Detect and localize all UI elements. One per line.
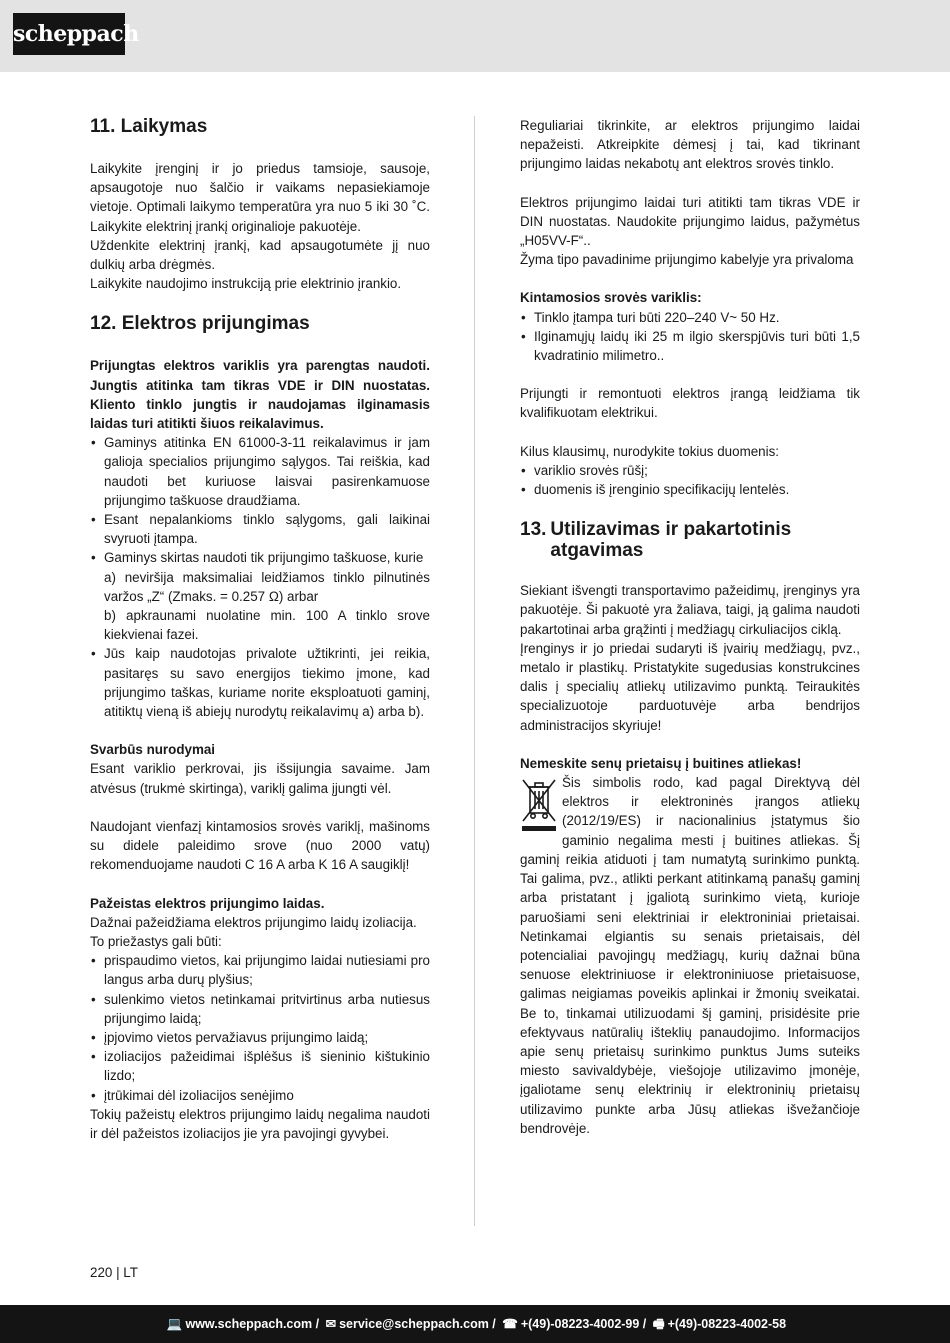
list-item: • Ilginamųjų laidų iki 25 m ilgio skerspjūvis turi būti 1,5 kvadratinio milimetro.. [520, 327, 860, 365]
single-phase-paragraph: Naudojant vienfazį kintamosios srovės variklį, mašinoms su didele paleidimo srove (nuo 2000 vatų) rekomenduojame naudoti C 16 A arba K 16 A saugiklį! [90, 818, 430, 873]
phone-icon: ☎ [502, 1317, 518, 1331]
section-title-line: Utilizavimas ir pakartotinis [550, 519, 792, 541]
marking-paragraph: Žyma tipo pavadinime prijungimo kabelyje yra privaloma [520, 252, 854, 268]
list-item: • Esant nepalankioms tinklo sąlygoms, gali laikinai svyruoti įtampa. [90, 510, 430, 548]
list-item: • Jūs kaip naudotojas privalote užtikrinti, jei reikia, pasitaręs su savo energijos tiekimo įmone, kad prijungimo taškas, kuriame norite eksploatuoti gaminį, atitiktų vieną iš abiejų nurodytų reikalavimų a) arba b). [90, 644, 430, 721]
requirements-list [90, 433, 430, 721]
section-13-heading [520, 519, 860, 561]
list-item: • izoliacijos pažeidimai išplėšus iš sieninio kištukinio lizdo; [90, 1047, 430, 1085]
check-paragraph: Reguliariai tikrinkite, ar elektros prijungimo laidai nepažeisti. Atkreipkite dėmesį į tai, kad tikrinant prijungimo laidas nekabotų ant elektros srovės tinklo. [520, 118, 860, 172]
cover-paragraph: Uždenkite elektrinį įrankį, kad apsaugotumėte jį nuo dulkių arba drėgmės. [90, 237, 430, 273]
page-number-label [90, 1265, 138, 1280]
brand-logo: scheppach [13, 13, 125, 55]
section-title: Laikymas [120, 116, 208, 137]
page-header [0, 0, 950, 72]
page-separator: | [116, 1265, 120, 1280]
damaged-cable-title: Pažeistas elektros prijungimo laidas. [90, 895, 325, 911]
damaged-cable-text: Dažnai pažeidžiama elektros prijungimo laidų izoliacija. [90, 914, 417, 930]
mail-icon: ✉ [325, 1317, 337, 1331]
fax-icon: 🖷 [652, 1317, 665, 1331]
list-item: • Gaminys atitinka EN 61000-3-11 reikalavimus ir jam galioja specialios prijungimo sąlygos. Tai reiškia, kad naudoti bet kuriuose laisvai pasirenkamuose prijungimo taškuose draudžiama. [90, 433, 430, 510]
computer-icon: 💻 [166, 1317, 183, 1331]
causes-list [90, 951, 430, 1105]
list-item: • įtrūkimai dėl izoliacijos senėjimo [90, 1086, 430, 1105]
section-number: 11. [90, 116, 116, 137]
list-item: • prispaudimo vietos, kai prijungimo laidai nutiesiami pro langus arba durų plyšius; [90, 951, 430, 989]
storage-paragraph: Laikykite įrenginį ir jo priedus tamsioje, sausoje, apsaugotoje nuo šalčio ir vaikams nepasiekiamoje vietoje. Optimali laikymo temperatūra yra nuo 5 iki 30 ˚C. Laikykite elektrinį įrankį originalioje pakuotėje. [90, 161, 430, 234]
section-number: 12. [90, 313, 117, 335]
cable-paragraph: Elektros prijungimo laidai turi atitikti tam tikras VDE ir DIN nuostatas. Naudokite prijungimo laidus, pažymėtus „H05VV-F“.. [520, 194, 860, 249]
ac-motor-title: Kintamosios srovės variklis: [520, 290, 702, 306]
section-title [550, 519, 791, 561]
list-item-text: b) apkraunami nuolatine min. 100 A tinklo srove kiekvienai fazei. [104, 608, 430, 643]
materials-paragraph: Įrenginys ir jo priedai sudaryti iš įvairių medžiagų, pvz., metalo ir plastikų. Pristatykite sugedusias konstrukcines dalis į specialių atliekų utilizavimo punktą. Teiraukitės specializuotoje parduotuvėje arba bendrijos administracijos skyriuje! [520, 640, 860, 733]
causes-intro: To priežastys gali būti: [90, 933, 222, 949]
list-item: • Tinklo įtampa turi būti 220–240 V~ 50 Hz. [520, 308, 860, 327]
section-12-heading [90, 313, 430, 334]
page-footer [0, 1305, 950, 1343]
questions-list [520, 461, 860, 499]
important-title: Svarbūs nurodymai [90, 742, 216, 758]
manual-paragraph: Laikykite naudojimo instrukciją prie elektrinio įrankio. [90, 276, 402, 292]
section-number: 13. [520, 519, 547, 541]
packaging-paragraph: Siekiant išvengti transportavimo pažeidimų, įrenginys yra pakuotėje. Ši pakuotė yra žaliava, taigi, ją galima naudoti pakartotinai arba grąžinti į medžiagų cirkuliacijos ciklą. [520, 583, 860, 637]
left-column [90, 116, 430, 1143]
weee-text: Šis simbolis rodo, kad pagal Direktyvą dėl elektros ir elektroninės įrangos atliekų (2012/19/ES) ir nacionalinius įstatymus šio gaminio negalima mesti į buitines atliekas. Šį gaminį reikia atiduoti į tam numatytą surinkimo punktą. Tai galima, pvz., atlikti perkant atitinkamą panašų gaminį arba pristatant į įgaliotą surinkimo vietą, kurioje paruošiami seni elektriniai ir elektroniniai prietaisai. Netinkamai elgiantis su senais prietaisais, dėl potencialiai pavojingų medžiagų, kurių dažnai būna senuose elektriniuose ir elektroniniuose prietaisuose, galimas neigiamas poveikis aplinkai ir žmonių sveikatai. Be to, tinkamai utilizuodami šį gaminį, prisidėsite prie efektyvaus natūralių išteklių panaudojimo. Informacijos apie senų prietaisų surinkimo punktus Jums suteiks miesto savivaldybėje, viešojoje utilizavimo įmonėje, įgaliotame senų elektrinių ir elektroninių prietaisų utilizavimo punkte arba Jūsų atliekas išvežančioje bendrovėje. [520, 775, 860, 1136]
crossed-bin-icon [520, 777, 558, 833]
fax-number: +(49)-08223-4002-58 [667, 1317, 787, 1331]
list-item [90, 548, 430, 644]
ac-motor-list [520, 308, 860, 366]
list-item: • sulenkimo vietos netinkamai pritvirtinus arba nutiesus prijungimo laidą; [90, 990, 430, 1028]
phone-number: +(49)-08223-4002-99 / [520, 1317, 647, 1331]
email-link[interactable]: service@scheppach.com / [339, 1317, 496, 1331]
questions-intro: Kilus klausimų, nurodykite tokius duomenis: [520, 443, 780, 459]
section-title-line: atgavimas [550, 540, 644, 562]
list-item: • duomenis iš įrenginio specifikacijų lentelės. [520, 480, 860, 499]
important-text: Esant variklio perkrovai, jis išsijungia savaime. Jam atvėsus (trukmė skirtinga), variklį galima įjungti vėl. [90, 761, 430, 796]
weee-title: Nemeskite senų prietaisų į buitines atliekas! [520, 755, 802, 771]
connection-intro: Prijungtas elektros variklis yra parengtas naudoti. Jungtis atitinka tam tikras VDE ir DIN nuostatas. Kliento tinklo jungtis ir naudojamas ilginamasis laidas turi atitikti šiuos reikalavimus. [90, 358, 430, 432]
closing-paragraph: Tokių pažeistų elektros prijungimo laidų negalima naudoti ir dėl pažeistos izoliacijos jie yra pavojingi gyvybei. [90, 1106, 430, 1141]
section-11-heading [90, 116, 430, 137]
list-item-text: • Gaminys skirtas naudoti tik prijungimo taškuose, kurie [104, 550, 424, 566]
list-item: • įpjovimo vietos pervažiavus prijungimo laidą; [90, 1028, 430, 1047]
page-number: 220 [90, 1265, 113, 1280]
right-column [520, 116, 860, 1138]
qualified-paragraph: Prijungti ir remontuoti elektros įrangą leidžiama tik kvalifikuotam elektrikui. [520, 386, 860, 421]
section-title: Elektros prijungimas [121, 313, 310, 335]
language-code: LT [123, 1265, 138, 1280]
list-item: • variklio srovės rūšį; [520, 461, 860, 480]
weee-block [520, 773, 860, 1138]
list-item-text: a) neviršija maksimaliai leidžiamos tinklo pilnutinės varžos „Z“ (Zmaks. = 0.257 Ω) arbar [104, 569, 430, 604]
website-link[interactable]: www.scheppach.com / [185, 1317, 320, 1331]
column-divider [474, 116, 475, 1226]
